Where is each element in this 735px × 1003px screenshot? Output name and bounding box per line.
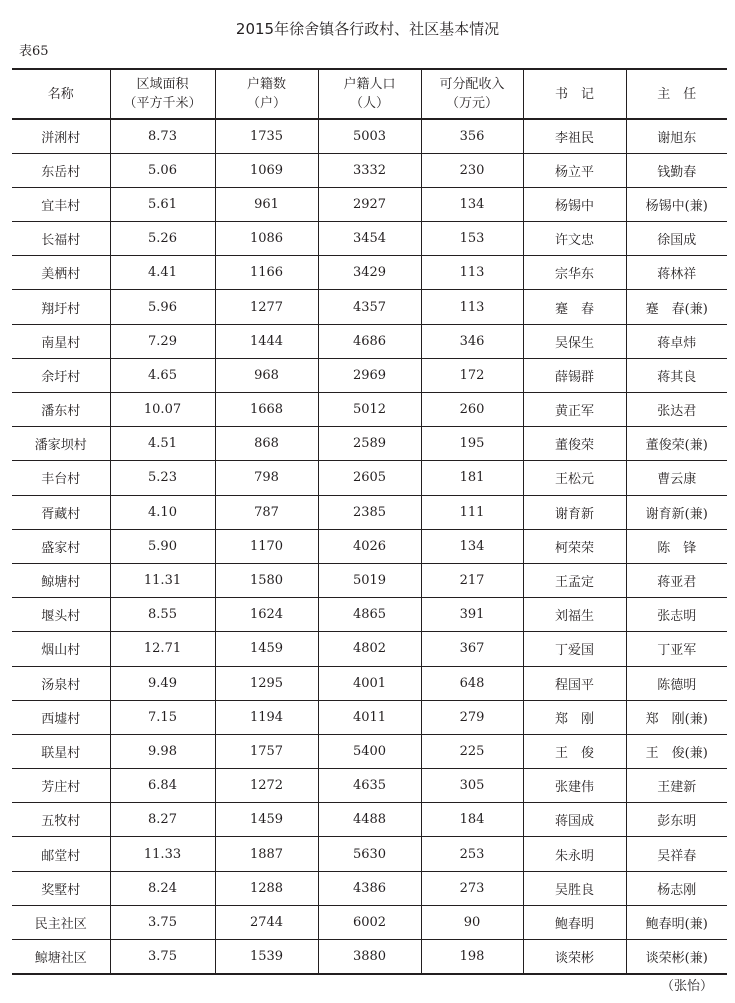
header-income: 可分配收入 （万元） (421, 69, 523, 119)
cell-area: 4.65 (110, 358, 215, 392)
table-number: 表65 (19, 44, 49, 59)
cell-director: 董俊荣(兼) (626, 427, 727, 461)
cell-population: 3332 (318, 153, 421, 187)
cell-secretary: 谈荣彬 (523, 940, 626, 974)
cell-income: 184 (421, 803, 523, 837)
cell-population: 5400 (318, 734, 421, 768)
cell-households: 1668 (215, 393, 318, 427)
cell-income: 113 (421, 290, 523, 324)
cell-director: 徐国成 (626, 222, 727, 256)
cell-households: 1624 (215, 598, 318, 632)
cell-population: 2605 (318, 461, 421, 495)
cell-households: 1735 (215, 119, 318, 153)
cell-area: 8.27 (110, 803, 215, 837)
cell-income: 305 (421, 769, 523, 803)
cell-name: 奖墅村 (12, 871, 110, 905)
cell-name: 民主社区 (12, 905, 110, 939)
cell-name: 潘家坝村 (12, 427, 110, 461)
cell-population: 4357 (318, 290, 421, 324)
cell-area: 7.15 (110, 700, 215, 734)
cell-population: 5630 (318, 837, 421, 871)
cell-director: 王建新 (626, 769, 727, 803)
cell-name: 联星村 (12, 734, 110, 768)
cell-name: 堰头村 (12, 598, 110, 632)
cell-households: 961 (215, 187, 318, 221)
table-row (12, 598, 727, 632)
cell-households: 868 (215, 427, 318, 461)
cell-households: 2744 (215, 905, 318, 939)
table-row (12, 666, 727, 700)
cell-secretary: 朱永明 (523, 837, 626, 871)
cell-name: 西墟村 (12, 700, 110, 734)
cell-name: 南星村 (12, 324, 110, 358)
table-row (12, 222, 727, 256)
cell-population: 3454 (318, 222, 421, 256)
table-row (12, 734, 727, 768)
cell-area: 6.84 (110, 769, 215, 803)
cell-income: 134 (421, 187, 523, 221)
cell-area: 8.73 (110, 119, 215, 153)
cell-income: 198 (421, 940, 523, 974)
cell-secretary: 薛锡群 (523, 358, 626, 392)
cell-population: 3880 (318, 940, 421, 974)
cell-income: 273 (421, 871, 523, 905)
cell-director: 郑 刚(兼) (626, 700, 727, 734)
header-secretary: 书 记 (523, 69, 626, 119)
cell-households: 1069 (215, 153, 318, 187)
table-body (12, 119, 727, 974)
cell-secretary: 蹇 春 (523, 290, 626, 324)
cell-name: 翔圩村 (12, 290, 110, 324)
cell-director: 谢旭东 (626, 119, 727, 153)
table-row (12, 461, 727, 495)
cell-area: 5.23 (110, 461, 215, 495)
cell-area: 9.49 (110, 666, 215, 700)
table-row (12, 256, 727, 290)
cell-name: 长福村 (12, 222, 110, 256)
cell-households: 1444 (215, 324, 318, 358)
cell-population: 4011 (318, 700, 421, 734)
cell-director: 彭东明 (626, 803, 727, 837)
cell-income: 648 (421, 666, 523, 700)
cell-households: 787 (215, 495, 318, 529)
cell-area: 3.75 (110, 905, 215, 939)
cell-director: 蒋其良 (626, 358, 727, 392)
cell-population: 4802 (318, 632, 421, 666)
cell-name: 美栖村 (12, 256, 110, 290)
table-row (12, 632, 727, 666)
cell-name: 盛家村 (12, 529, 110, 563)
cell-secretary: 鲍春明 (523, 905, 626, 939)
cell-secretary: 吴胜良 (523, 871, 626, 905)
cell-name: 芳庄村 (12, 769, 110, 803)
cell-area: 8.55 (110, 598, 215, 632)
cell-director: 陈德明 (626, 666, 727, 700)
cell-income: 367 (421, 632, 523, 666)
cell-population: 4686 (318, 324, 421, 358)
cell-income: 391 (421, 598, 523, 632)
cell-secretary: 柯荣荣 (523, 529, 626, 563)
cell-secretary: 王孟定 (523, 563, 626, 597)
cell-income: 113 (421, 256, 523, 290)
cell-population: 4488 (318, 803, 421, 837)
cell-secretary: 丁爱国 (523, 632, 626, 666)
cell-name: 洴浰村 (12, 119, 110, 153)
cell-population: 6002 (318, 905, 421, 939)
cell-households: 1277 (215, 290, 318, 324)
cell-area: 5.61 (110, 187, 215, 221)
header-area: 区域面积 （平方千米） (110, 69, 215, 119)
cell-population: 4635 (318, 769, 421, 803)
cell-area: 5.90 (110, 529, 215, 563)
cell-director: 谢育新(兼) (626, 495, 727, 529)
cell-area: 10.07 (110, 393, 215, 427)
cell-name: 邮堂村 (12, 837, 110, 871)
cell-area: 5.26 (110, 222, 215, 256)
table-row (12, 871, 727, 905)
cell-secretary: 董俊荣 (523, 427, 626, 461)
table-row (12, 393, 727, 427)
cell-population: 4386 (318, 871, 421, 905)
cell-secretary: 杨锡中 (523, 187, 626, 221)
cell-secretary: 宗华东 (523, 256, 626, 290)
header-population: 户籍人口 （人） (318, 69, 421, 119)
cell-director: 杨志刚 (626, 871, 727, 905)
cell-population: 3429 (318, 256, 421, 290)
table-row (12, 153, 727, 187)
cell-name: 胥藏村 (12, 495, 110, 529)
cell-income: 279 (421, 700, 523, 734)
cell-director: 曹云康 (626, 461, 727, 495)
cell-population: 5003 (318, 119, 421, 153)
table-row (12, 905, 727, 939)
cell-secretary: 张建伟 (523, 769, 626, 803)
cell-households: 1295 (215, 666, 318, 700)
cell-households: 1887 (215, 837, 318, 871)
cell-secretary: 王 俊 (523, 734, 626, 768)
cell-income: 356 (421, 119, 523, 153)
cell-secretary: 黄正军 (523, 393, 626, 427)
cell-name: 鲸塘社区 (12, 940, 110, 974)
table-row (12, 837, 727, 871)
village-info-table (12, 68, 727, 975)
cell-area: 5.96 (110, 290, 215, 324)
cell-area: 3.75 (110, 940, 215, 974)
cell-income: 90 (421, 905, 523, 939)
cell-director: 钱勤春 (626, 153, 727, 187)
table-row (12, 940, 727, 974)
cell-households: 1580 (215, 563, 318, 597)
table-row (12, 187, 727, 221)
cell-name: 潘东村 (12, 393, 110, 427)
cell-secretary: 郑 刚 (523, 700, 626, 734)
cell-secretary: 吴保生 (523, 324, 626, 358)
cell-population: 4026 (318, 529, 421, 563)
header-households: 户籍数 （户） (215, 69, 318, 119)
cell-area: 11.31 (110, 563, 215, 597)
table-row (12, 563, 727, 597)
cell-director: 吴祥春 (626, 837, 727, 871)
cell-name: 烟山村 (12, 632, 110, 666)
cell-population: 2385 (318, 495, 421, 529)
cell-households: 1288 (215, 871, 318, 905)
cell-households: 1166 (215, 256, 318, 290)
cell-director: 张志明 (626, 598, 727, 632)
table-row (12, 324, 727, 358)
cell-name: 丰台村 (12, 461, 110, 495)
cell-area: 11.33 (110, 837, 215, 871)
cell-population: 5012 (318, 393, 421, 427)
cell-income: 153 (421, 222, 523, 256)
cell-director: 蹇 春(兼) (626, 290, 727, 324)
cell-population: 2927 (318, 187, 421, 221)
cell-households: 1170 (215, 529, 318, 563)
cell-director: 王 俊(兼) (626, 734, 727, 768)
cell-income: 111 (421, 495, 523, 529)
cell-area: 4.10 (110, 495, 215, 529)
cell-area: 9.98 (110, 734, 215, 768)
cell-director: 蒋卓炜 (626, 324, 727, 358)
cell-director: 张达君 (626, 393, 727, 427)
page-title: 2015年徐舍镇各行政村、社区基本情况 (235, 20, 500, 38)
source-note: （张怡） (660, 979, 713, 994)
cell-population: 4001 (318, 666, 421, 700)
table-row (12, 495, 727, 529)
cell-area: 4.51 (110, 427, 215, 461)
cell-households: 1459 (215, 803, 318, 837)
cell-income: 172 (421, 358, 523, 392)
table-header (12, 69, 727, 119)
header-name: 名称 (12, 69, 110, 119)
table-row (12, 358, 727, 392)
table-row (12, 803, 727, 837)
cell-population: 2589 (318, 427, 421, 461)
cell-director: 丁亚军 (626, 632, 727, 666)
cell-secretary: 许文忠 (523, 222, 626, 256)
table-row (12, 529, 727, 563)
cell-population: 4865 (318, 598, 421, 632)
cell-secretary: 蒋国成 (523, 803, 626, 837)
cell-director: 蒋林祥 (626, 256, 727, 290)
table-row (12, 119, 727, 153)
cell-name: 宜丰村 (12, 187, 110, 221)
cell-name: 五牧村 (12, 803, 110, 837)
cell-director: 陈 锋 (626, 529, 727, 563)
cell-director: 蒋亚君 (626, 563, 727, 597)
cell-income: 230 (421, 153, 523, 187)
cell-secretary: 王松元 (523, 461, 626, 495)
cell-secretary: 李祖民 (523, 119, 626, 153)
table-row (12, 769, 727, 803)
cell-income: 260 (421, 393, 523, 427)
table-row (12, 427, 727, 461)
cell-secretary: 刘福生 (523, 598, 626, 632)
cell-area: 12.71 (110, 632, 215, 666)
cell-households: 968 (215, 358, 318, 392)
cell-households: 798 (215, 461, 318, 495)
cell-area: 4.41 (110, 256, 215, 290)
cell-director: 谈荣彬(兼) (626, 940, 727, 974)
cell-income: 181 (421, 461, 523, 495)
cell-households: 1194 (215, 700, 318, 734)
cell-income: 217 (421, 563, 523, 597)
cell-area: 5.06 (110, 153, 215, 187)
cell-area: 8.24 (110, 871, 215, 905)
cell-households: 1539 (215, 940, 318, 974)
cell-population: 5019 (318, 563, 421, 597)
header-director: 主 任 (626, 69, 727, 119)
table-row (12, 290, 727, 324)
cell-director: 鲍春明(兼) (626, 905, 727, 939)
cell-name: 余圩村 (12, 358, 110, 392)
cell-director: 杨锡中(兼) (626, 187, 727, 221)
header-row (12, 69, 727, 119)
cell-income: 225 (421, 734, 523, 768)
cell-households: 1757 (215, 734, 318, 768)
cell-households: 1459 (215, 632, 318, 666)
cell-income: 253 (421, 837, 523, 871)
cell-area: 7.29 (110, 324, 215, 358)
cell-secretary: 杨立平 (523, 153, 626, 187)
cell-households: 1272 (215, 769, 318, 803)
cell-income: 346 (421, 324, 523, 358)
table-row (12, 700, 727, 734)
cell-households: 1086 (215, 222, 318, 256)
cell-name: 汤泉村 (12, 666, 110, 700)
cell-income: 195 (421, 427, 523, 461)
cell-secretary: 程国平 (523, 666, 626, 700)
cell-secretary: 谢育新 (523, 495, 626, 529)
cell-income: 134 (421, 529, 523, 563)
cell-name: 鲸塘村 (12, 563, 110, 597)
cell-name: 东岳村 (12, 153, 110, 187)
cell-population: 2969 (318, 358, 421, 392)
